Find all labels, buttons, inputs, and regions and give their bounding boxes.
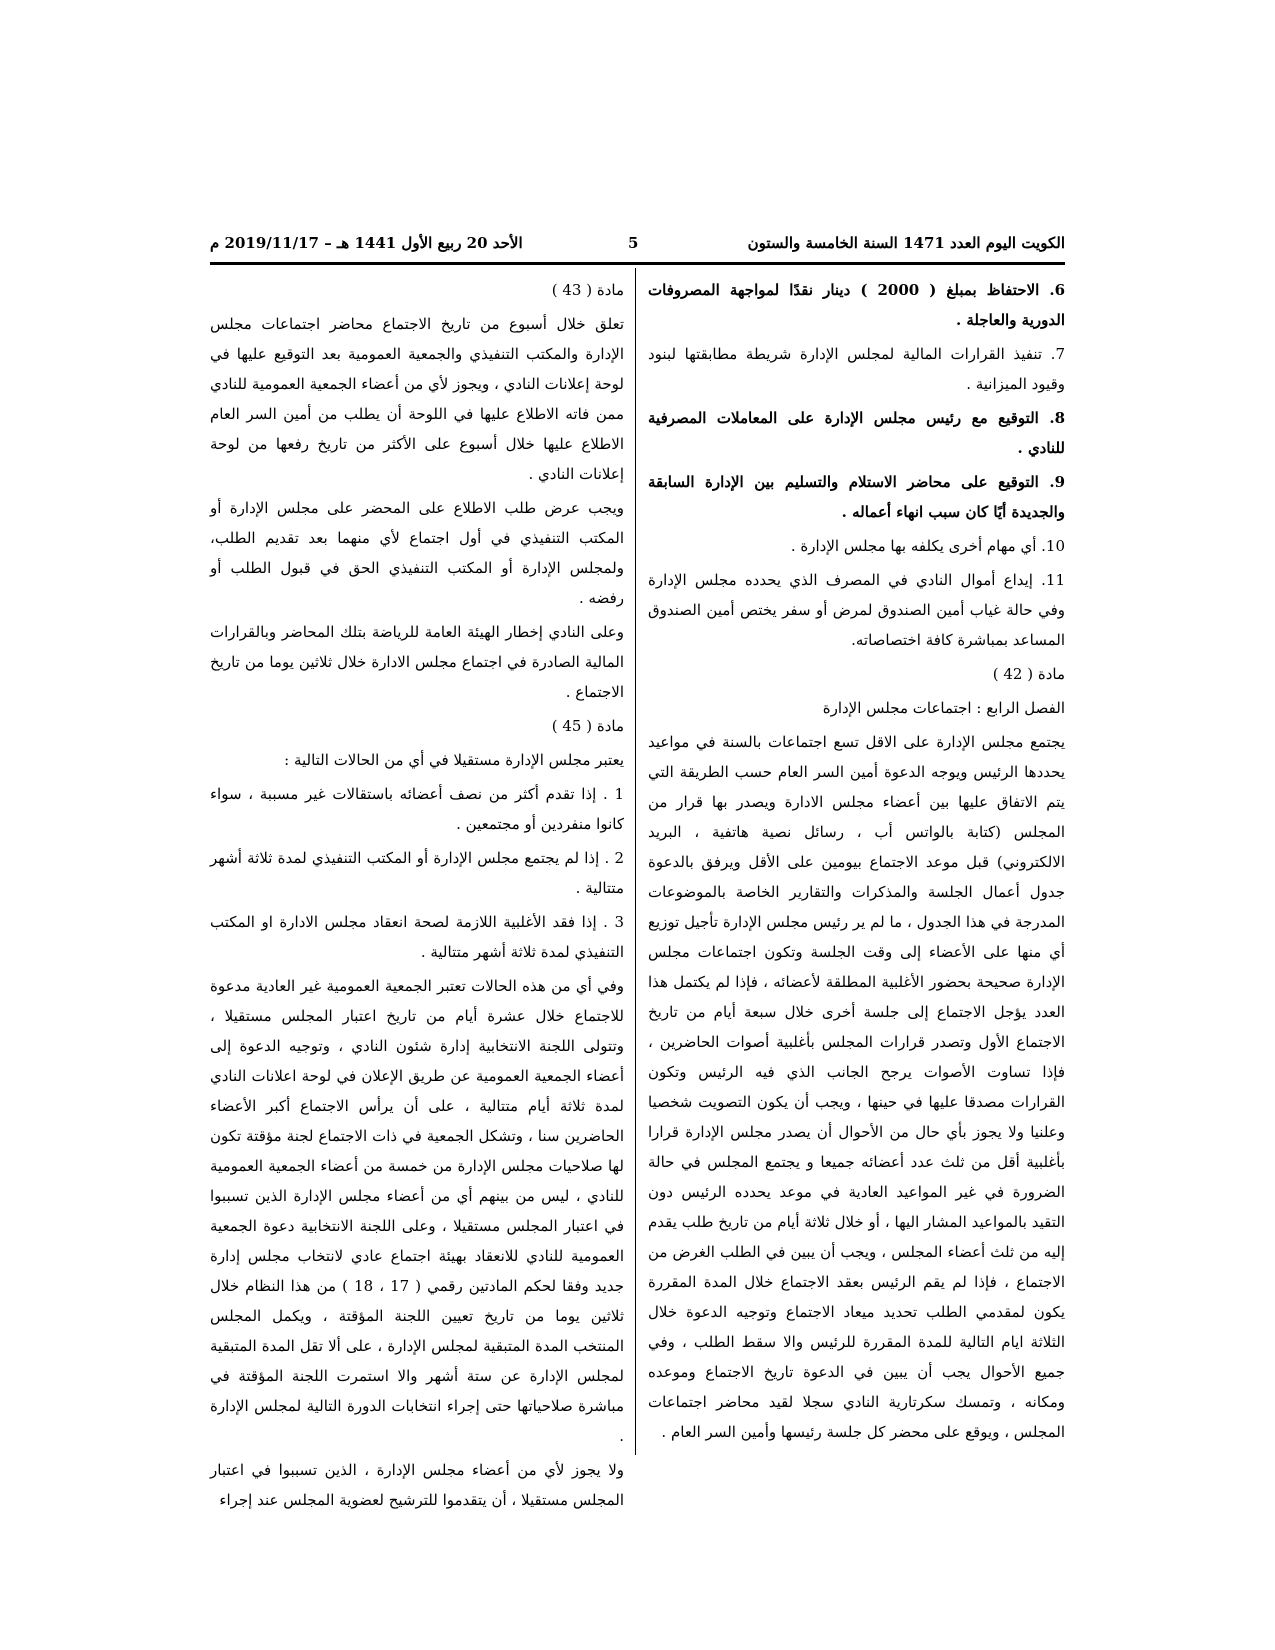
header-date: الأحد 20 ربيع الأول 1441 هـ – 2019/11/17 م — [210, 234, 523, 252]
paragraph: 8. التوقيع مع رئيس مجلس الإدارة على المعاملات المصرفية للنادي . — [648, 409, 1065, 457]
paragraph: وعلى النادي إخطار الهيئة العامة للرياضة بتلك المحاضر وبالقرارات المالية الصادرة في اجتماع مجلس الادارة خلال ثلاثين يوما من تاريخ الاجتماع . — [210, 623, 624, 701]
article-heading: مادة ( 43 ) — [551, 281, 624, 299]
page-number: 5 — [628, 234, 639, 252]
paragraph: 2 . إذا لم يجتمع مجلس الإدارة أو المكتب التنفيذي لمدة ثلاثة أشهر متتالية . — [210, 849, 624, 897]
paragraph: يجتمع مجلس الإدارة على الاقل تسع اجتماعات بالسنة في مواعيد يحددها الرئيس ويوجه الدعوة أمين السر العام حسب الطريقة التي يتم الاتفاق عليها بين أعضاء مجلس الادارة ويصدر بها قرار من المجلس (كتابة بالواتس أب ، رسائل نصية هاتفية ، البريد الالكتروني) قبل موعد الاجتماع بيومين على الأقل ويرفق بالدعوة جدول أعمال الجلسة والمذكرات والتقارير الخاصة بالموضوعات المدرجة في هذا الجدول ، ما لم ير رئيس مجلس الإدارة تأجيل توزيع أي منها على الأعضاء إلى وقت الجلسة وتكون اجتماعات مجلس الإدارة صحيحة بحضور الأغلبية المطلقة لأعضائه ، فإذا لم يكتمل هذا العدد يؤجل الاجتماع إلى جلسة أخرى خلال سبعة أيام من تاريخ الاجتماع الأول وتصدر قرارات المجلس بأغلبية أصوات الحاضرين ، فإذا تساوت الأصوات يرجح الجانب الذي فيه الرئيس وتكون القرارات مصدقا عليها في حينها ، ويجب أن يكون التصويت شخصيا وعلنيا ولا يجوز بأي حال من الأحوال أن يصدر مجلس الإدارة قرارا بأغلبية أقل من ثلث عدد أعضائه جميعا و يجتمع المجلس في حالة الضرورة في غير المواعيد العادية في موعد يحدده الرئيس دون التقيد بالمواعيد المشار اليها ، أو خلال ثلاثة أيام من تاريخ طلب يقدم إليه من ثلث أعضاء المجلس ، ويجب أن يبين في الطلب الغرض من الاجتماع ، فإذا لم يقم الرئيس بعقد الاجتماع خلال المدة المقررة يكون لمقدمي الطلب تحديد ميعاد الاجتماع وتوجيه الدعوة خلال الثلاثة ايام التالية للمدة المقررة للرئيس والا سقط الطلب ، وفي جميع الأحوال يجب أن يبين في الدعوة تاريخ الاجتماع وموعده ومكانه ، وتمسك سكرتارية النادي سجلا لقيد محاضر اجتماعات المجلس ، ويوقع على محضر كل جلسة رئيسها وأمين السر العام . — [648, 733, 1065, 1441]
paragraph: وفي أي من هذه الحالات تعتبر الجمعية العمومية غير العادية مدعوة للاجتماع خلال عشرة أيام من تاريخ اعتبار المجلس مستقيلا ، وتتولى اللجنة الانتخابية إدارة شئون النادي ، وتوجيه الدعوة إلى أعضاء الجمعية العمومية عن طريق الإعلان في لوحة اعلانات النادي لمدة ثلاثة أيام متتالية ، على أن يرأس الاجتماع أكبر الأعضاء الحاضرين سنا ، وتشكل الجمعية في ذات الاجتماع لجنة مؤقتة تكون لها صلاحيات مجلس الإدارة من خمسة من أعضاء الجمعية العمومية للنادي ، ليس من بينهم أي من أعضاء مجلس الإدارة الذين تسببوا في اعتبار المجلس مستقيلا ، وعلى اللجنة الانتخابية دعوة الجمعية العمومية للنادي للانعقاد بهيئة اجتماع عادي لانتخاب مجلس إدارة جديد وفقا لحكم المادتين رقمي ( 17 ، 18 ) من هذا النظام خلال ثلاثين يوما من تاريخ تعيين اللجنة المؤقتة ، ويكمل المجلس المنتخب المدة المتبقية لمجلس الإدارة ، على ألا تقل المدة المتبقية لمجلس الإدارة عن ستة أشهر والا استمرت اللجنة المؤقتة في مباشرة صلاحياتها حتى إجراء انتخابات الدورة التالية لمجلس الإدارة . — [210, 977, 624, 1445]
chapter-heading: الفصل الرابع : اجتماعات مجلس الإدارة — [822, 699, 1065, 717]
page-header — [210, 232, 1065, 258]
header-gazette-info: الكويت اليوم العدد 1471 السنة الخامسة والستون — [747, 234, 1065, 252]
left-column — [210, 275, 624, 1519]
paragraph: 7. تنفيذ القرارات المالية لمجلس الإدارة شريطة مطابقتها لبنود وقيود الميزانية . — [648, 345, 1065, 393]
paragraph: 11. إيداع أموال النادي في المصرف الذي يحدده مجلس الإدارة وفي حالة غياب أمين الصندوق لمرض أو سفر يختص أمين الصندوق المساعد بمباشرة كافة اختصاصاته. — [648, 571, 1065, 649]
article-heading: مادة ( 45 ) — [551, 717, 624, 735]
paragraph: 10. أي مهام أخرى يكلفه بها مجلس الإدارة . — [790, 537, 1065, 555]
paragraph: 1 . إذا تقدم أكثر من نصف أعضائه باستقالات غير مسببة ، سواء كانوا منفردين أو مجتمعين . — [210, 785, 624, 833]
paragraph: ولا يجوز لأي من أعضاء مجلس الإدارة ، الذين تسببوا في اعتبار المجلس مستقيلا ، أن يتقدموا للترشيح لعضوية المجلس عند إجراء — [210, 1461, 624, 1509]
article-heading: مادة ( 42 ) — [992, 665, 1065, 683]
paragraph: تعلق خلال أسبوع من تاريخ الاجتماع محاضر اجتماعات مجلس الإدارة والمكتب التنفيذي والجمعية العمومية بعد التوقيع عليها في لوحة إعلانات النادي ، ويجوز لأي من أعضاء الجمعية العمومية للنادي ممن فاته الاطلاع عليها في اللوحة أن يطلب من أمين السر العام الاطلاع عليها خلال أسبوع على الأكثر من تاريخ رفعها من لوحة إعلانات النادي . — [210, 315, 624, 483]
paragraph: ويجب عرض طلب الاطلاع على المحضر على مجلس الإدارة أو المكتب التنفيذي في أول اجتماع لأي منهما بعد تقديم الطلب، ولمجلس الإدارة أو المكتب التنفيذي الحق في قبول الطلب أو رفضه . — [210, 499, 624, 607]
paragraph: يعتبر مجلس الإدارة مستقيلا في أي من الحالات التالية : — [284, 751, 624, 769]
right-column — [648, 275, 1065, 1451]
paragraph: 3 . إذا فقد الأغلبية اللازمة لصحة انعقاد مجلس الادارة او المكتب التنفيذي لمدة ثلاثة أشهر متتالية . — [210, 913, 624, 961]
paragraph: 9. التوقيع على محاضر الاستلام والتسليم بين الإدارة السابقة والجديدة أيًا كان سبب انهاء أعماله . — [648, 473, 1065, 521]
header-rule — [210, 262, 1065, 265]
column-divider — [635, 268, 636, 1455]
paragraph: 6. الاحتفاظ بمبلغ ( 2000 ) دينار نقدًا لمواجهة المصروفات الدورية والعاجلة . — [648, 281, 1065, 329]
